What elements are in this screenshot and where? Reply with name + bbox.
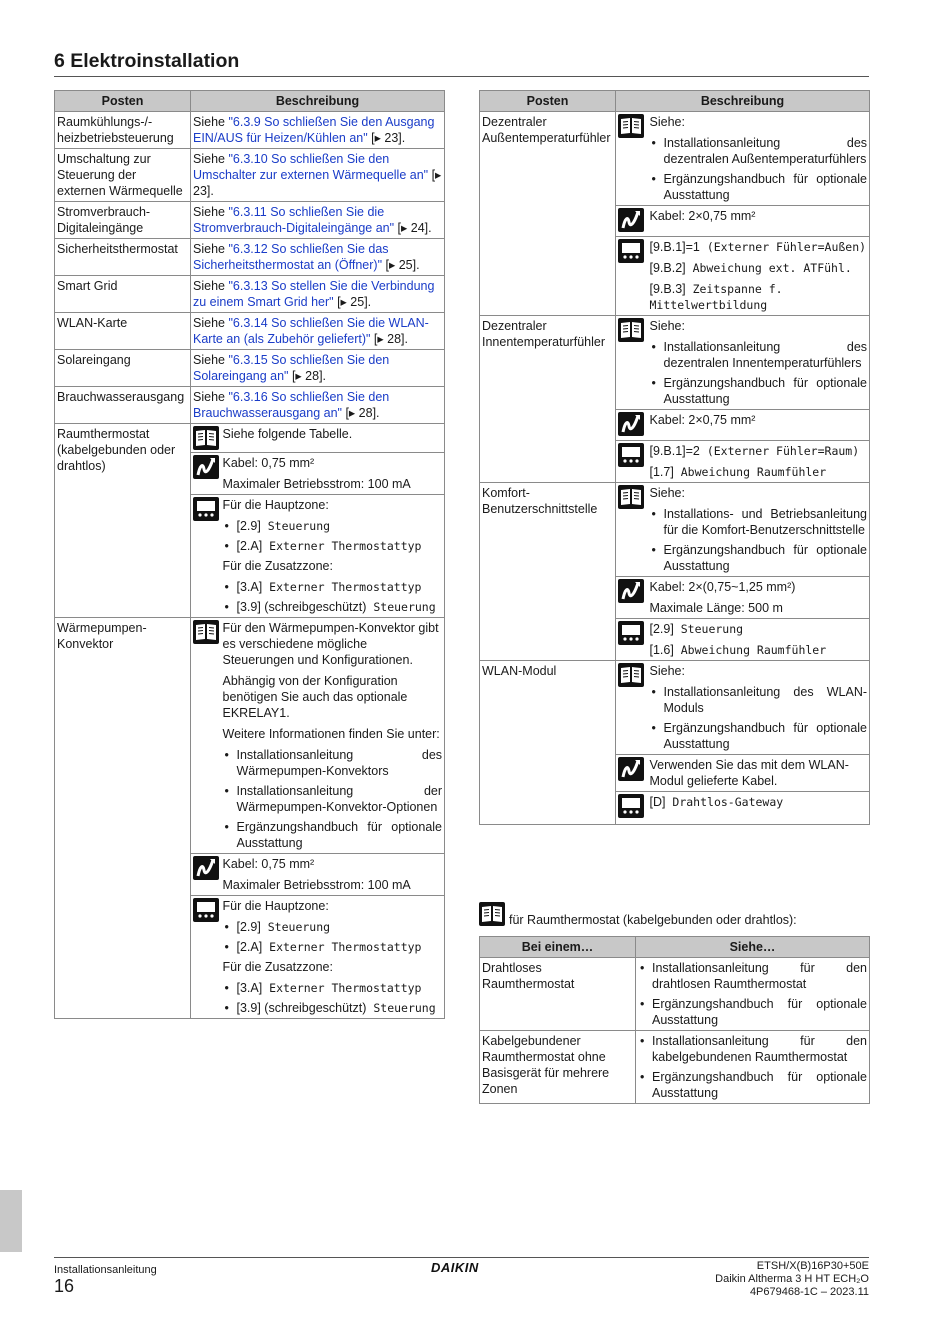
list-item: • Ergänzungshandbuch für optionale Ausstattung [650,542,868,574]
table-row [55,202,445,239]
section-link[interactable]: "6.3.15 So schließen Sie den Solareingang an" [193,353,390,383]
text: Siehe [193,316,229,330]
list-item: • Ergänzungshandbuch für optionale Ausstattung [650,171,868,203]
book-icon [193,620,219,644]
row-label: Raumthermostat (kabelgebunden oder drahtlos) [55,424,191,618]
list-item: • Ergänzungshandbuch für optionale Ausstattung [223,819,443,851]
description-text: Abhängig von der Konfiguration benötigen Sie auch das optionale EKRELAY1. [222,674,408,720]
page-ref: [▸ 28]. [370,332,408,346]
text: Siehe [193,390,229,404]
page-ref: [▸ 28]. [288,369,327,383]
setting-name: Externer Thermostattyp [262,981,422,995]
table-row [480,661,870,755]
list-item: • Installationsanleitung des dezentralen Außentemperaturfühlers [650,135,868,167]
setting-code: [2.9] [236,920,261,934]
text: Siehe [193,242,229,256]
left-table [54,90,445,1019]
right-table [479,90,870,825]
document-code: 4P679468-1C – 2023.11 [749,1286,869,1298]
length-spec: Maximale Länge: 500 m [649,601,783,615]
description-text: Siehe: [649,115,685,129]
col-header-siehe: Siehe… [636,937,870,958]
user-interface-icon [193,497,219,521]
brand-logo: DAIKIN [431,1260,479,1275]
table-row [480,483,870,577]
book-icon [618,318,644,342]
row-label: Stromverbrauch-Digitaleingänge [55,202,191,239]
setting-name: Steuerung [673,622,744,636]
cable-icon [618,757,644,781]
row-label: Dezentraler Innentemperaturfühler [480,316,616,483]
row-label: WLAN-Modul [480,661,616,825]
list-item [223,579,443,595]
setting-code: [D] [649,795,666,809]
list-item: • Installationsanleitung des Wärmepumpen-Konvektors [223,747,443,779]
table-row [55,239,445,276]
row-label: Komfort-Benutzerschnittstelle [480,483,616,661]
setting-name: Abweichung Raumfühler [673,465,827,479]
product-name: Daikin Altherma 3 H HT ECH₂O [715,1273,869,1285]
col-header-beschreibung: Beschreibung [616,91,870,112]
list-item [223,538,443,554]
section-link[interactable]: "6.3.16 So schließen Sie den Brauchwasserausgang an" [193,390,390,420]
list-item: • Installationsanleitung der Wärmepumpen-Konvektor-Optionen [223,783,443,815]
text: Siehe [193,205,229,219]
user-interface-icon [193,898,219,922]
setting-name: Externer Thermostattyp [262,940,422,954]
setting-name: (Externer Fühler=Raum) [699,444,860,458]
list-item [223,980,443,996]
col-header-beschreibung: Beschreibung [191,91,445,112]
col-header-bei-einem: Bei einem… [480,937,636,958]
current-spec: Maximaler Betriebsstrom: 100 mA [222,878,411,892]
row-label: Smart Grid [55,276,191,313]
list-item [223,518,443,534]
zone-heading: Für die Zusatzzone: [222,960,333,974]
setting-code: [3.9] (schreibgeschützt) [236,1001,367,1015]
page-ref: [▸ 28]. [341,406,380,420]
row-label: Dezentraler Außentemperaturfühler [480,112,616,316]
list-item: • Ergänzungshandbuch für optionale Ausstattung [638,1069,867,1101]
section-link[interactable]: "6.3.11 So schließen Sie die Stromverbrauch-Digitaleingänge an" [193,205,395,235]
cable-spec: Kabel: 0,75 mm² [222,456,315,470]
row-label: WLAN-Karte [55,313,191,350]
row-label: Wärmepumpen-Konvektor [55,618,191,1019]
cable-spec: Kabel: 2×0,75 mm² [648,206,870,237]
setting-code: [1.7] [649,465,674,479]
text: Siehe [193,152,229,166]
page-ref: [▸ 25]. [333,295,372,309]
setting-code: [9.B.1]=2 [649,444,700,458]
setting-name: Steuerung [366,1001,436,1015]
table-row [55,313,445,350]
setting-name: Abweichung Raumfühler [673,643,827,657]
setting-name: Steuerung [260,519,331,533]
col-header-posten: Posten [480,91,616,112]
section-link[interactable]: "6.3.12 So schließen Sie das Sicherheitsthermostat an (Öffner)" [193,242,389,272]
user-interface-icon [618,794,644,818]
col-header-posten: Posten [55,91,191,112]
setting-code: [3.9] (schreibgeschützt) [236,600,367,614]
user-interface-icon [618,443,644,467]
page-ref: [▸ 25]. [382,258,420,272]
list-item [223,939,443,955]
current-spec: Maximaler Betriebsstrom: 100 mA [222,477,411,491]
text: Siehe [193,279,229,293]
row-label: Brauchwasserausgang [55,387,191,424]
list-item: • Installationsanleitung für den kabelgebundenen Raumthermostat [638,1033,867,1065]
zone-heading: Für die Hauptzone: [222,498,329,512]
list-item: • Ergänzungshandbuch für optionale Ausstattung [650,720,868,752]
book-icon [618,663,644,687]
setting-code: [9.B.1]=1 [649,240,700,254]
page-ref: [▸ 23]. [367,131,406,145]
table-row [55,276,445,313]
setting-code: [9.B.3] [649,282,686,296]
table-row [55,112,445,149]
thermostat-reference-table [479,936,870,1104]
setting-code: [3.A] [236,580,263,594]
page-ref: [▸ 23]. [193,168,442,198]
row-label: Kabelgebundener Raumthermostat ohne Basisgerät für mehrere Zonen [480,1031,636,1104]
table-row [55,424,445,453]
note-line [479,902,869,926]
user-interface-icon [618,239,644,263]
table-row [480,316,870,410]
cable-icon [618,208,644,232]
description-text: Siehe folgende Tabelle. [221,424,445,453]
table-row [480,958,870,1031]
user-interface-icon [618,621,644,645]
page-title: 6 Elektroinstallation [54,50,240,72]
setting-code: [2.A] [236,940,263,954]
setting-code: [2.9] [649,622,674,636]
table-row [480,1031,870,1104]
cable-icon [618,412,644,436]
row-label: Drahtloses Raumthermostat [480,958,636,1031]
list-item [223,599,443,615]
text: Siehe [193,353,229,367]
book-icon [618,485,644,509]
description-text: Für den Wärmepumpen-Konvektor gibt es verschiedene mögliche Steuerungen und Konfigurationen. [222,621,439,667]
list-item: • Installationsanleitung für den drahtlosen Raumthermostat [638,960,867,992]
row-label: Umschaltung zur Steuerung der externen Wärmequelle [55,149,191,202]
list-item [223,919,443,935]
footer-meta [715,1260,869,1299]
footer-doc-type: Installationsanleitung [54,1264,157,1276]
setting-name: Abweichung ext. ATFühl. [685,261,852,275]
setting-code: [2.9] [236,519,261,533]
setting-name: Externer Thermostattyp [262,539,422,553]
cable-icon [618,579,644,603]
setting-name: Externer Thermostattyp [262,580,422,594]
list-item: • Installationsanleitung des WLAN-Moduls [650,684,868,716]
row-label: Solareingang [55,350,191,387]
description-text: Siehe: [649,319,685,333]
cable-spec: Kabel: 2×(0,75~1,25 mm²) [649,580,796,594]
description-text: Siehe: [649,486,685,500]
table-row [55,387,445,424]
page-number: 16 [54,1276,75,1296]
book-icon [193,426,219,450]
section-link[interactable]: "6.3.14 So schließen Sie die WLAN-Karte an (als Zubehör geliefert)" [193,316,429,346]
page-header [54,50,869,77]
cable-icon [193,455,219,479]
section-link[interactable]: "6.3.9 So schließen Sie den Ausgang EIN/AUS für Heizen/Kühlen an" [193,115,435,145]
text: Siehe [193,115,229,129]
description-text: Siehe: [649,664,685,678]
setting-code: [1.6] [649,643,674,657]
description-text: Weitere Informationen finden Sie unter: [222,727,440,741]
cable-icon [193,856,219,880]
section-link[interactable]: "6.3.10 So schließen Sie den Umschalter zur externen Wärmequelle an" [193,152,429,182]
row-label: Sicherheitsthermostat [55,239,191,276]
list-item: • Installations- und Betriebsanleitung für die Komfort-Benutzerschnittstelle [650,506,868,538]
section-link[interactable]: "6.3.13 So stellen Sie die Verbindung zu einem Smart Grid her" [193,279,435,309]
note-text: für Raumthermostat (kabelgebunden oder drahtlos): [509,913,797,927]
table-row [55,149,445,202]
setting-name: Steuerung [260,920,331,934]
cable-spec: Kabel: 2×0,75 mm² [648,410,870,441]
zone-heading: Für die Hauptzone: [222,899,329,913]
row-label: Raumkühlungs-/-heizbetriebsteuerung [55,112,191,149]
cable-spec: Kabel: 0,75 mm² [222,857,315,871]
setting-code: [3.A] [236,981,263,995]
list-item [223,1000,443,1016]
table-row [55,618,445,854]
zone-heading: Für die Zusatzzone: [222,559,333,573]
page-ref: [▸ 24]. [394,221,432,235]
setting-code: [2.A] [236,539,263,553]
list-item: • Installationsanleitung des dezentralen Innentemperaturfühlers [650,339,868,371]
book-icon [618,114,644,138]
setting-name: Steuerung [366,600,436,614]
model-code: ETSH/X(B)16P30+50E [756,1260,869,1272]
setting-name: Zeitspanne f. Mittelwertbildung [649,282,783,312]
cable-spec: Verwenden Sie das mit dem WLAN-Modul gelieferte Kabel. [648,755,870,792]
setting-name: Drahtlos-Gateway [665,795,784,809]
page-tab-marker [0,1190,22,1252]
list-item: • Ergänzungshandbuch für optionale Ausstattung [650,375,868,407]
setting-name: (Externer Fühler=Außen) [699,240,867,254]
table-row [55,350,445,387]
list-item: • Ergänzungshandbuch für optionale Ausstattung [638,996,867,1028]
page-footer [54,1257,869,1298]
setting-code: [9.B.2] [649,261,686,275]
table-row [480,112,870,206]
book-icon [479,902,505,926]
